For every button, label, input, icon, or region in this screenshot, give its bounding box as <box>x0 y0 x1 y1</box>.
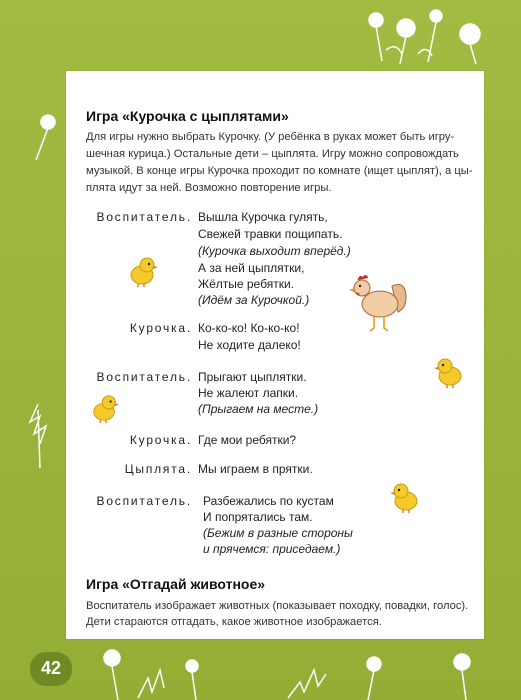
page-number: 42 <box>40 658 62 678</box>
speaker-label: Цыплята. <box>124 462 192 476</box>
dandelion-icon <box>30 112 64 162</box>
stage-direction: (Прыгаем на месте.) <box>198 402 319 416</box>
hen-icon <box>348 270 410 334</box>
speaker-label: Воспитатель. <box>96 370 192 384</box>
chick-icon <box>90 393 120 423</box>
stage-direction: и прячемся: приседаем.) <box>203 542 341 556</box>
verse-line: Не ходите далеко! <box>198 338 301 352</box>
game1-intro-line: шечная курица.) Остальные дети – цыплята. Игру можно сопровождать <box>86 148 459 160</box>
game1-title: Игра «Курочка с цыплятами» <box>86 108 289 124</box>
verse-line: А за ней цыплятки, <box>198 261 305 275</box>
game2-title: Игра «Отгадай животное» <box>86 576 266 592</box>
speaker-label: Курочка. <box>129 321 192 335</box>
verse-line: Прыгают цыплятки. <box>198 370 307 384</box>
speaker-label: Курочка. <box>129 433 192 447</box>
stage-direction: (Бежим в разные стороны <box>203 526 353 540</box>
dandelion-icon <box>88 648 488 700</box>
chick-icon <box>433 356 465 388</box>
game2-intro-line: Воспитатель изображает животных (показывает походку, повадки, голос). <box>86 600 469 612</box>
game1-intro-line: музыкой. В конце игры Курочка проходит по комнате (ищет цыплят), а цы- <box>86 165 473 177</box>
dandelion-icon <box>18 400 58 470</box>
stage-direction: (Курочка выходит вперёд.) <box>198 244 351 258</box>
dandelion-icon <box>358 6 488 66</box>
verse-line: Жёлтые ребятки. <box>198 277 294 291</box>
verse-line: Вышла Курочка гулять, <box>198 210 328 224</box>
verse-line: Разбежались по кустам <box>203 494 334 508</box>
verse-line: Не жалеют лапки. <box>198 386 299 400</box>
stage-direction: (Идём за Курочкой.) <box>198 293 310 307</box>
verse-line: Свежей травки пощипать. <box>198 227 343 241</box>
verse-line: И попрятались там. <box>203 510 313 524</box>
game2-intro-line: Дети стараются отгадать, какое животное изображается. <box>86 616 382 628</box>
verse-line: Мы играем в прятки. <box>198 462 313 476</box>
game1-intro-line: плята идут за ней. Возможно повторение игры. <box>86 182 332 194</box>
verse-line: Где мои ребятки? <box>198 433 297 447</box>
speaker-label: Воспитатель. <box>96 494 192 508</box>
chick-icon <box>389 481 421 513</box>
chick-icon <box>127 255 159 287</box>
speaker-label: Воспитатель. <box>96 210 192 224</box>
game1-intro-line: Для игры нужно выбрать Курочку. (У ребёнка в руках может быть игру- <box>86 131 455 143</box>
verse-line: Ко-ко-ко! Ко-ко-ко! <box>198 321 300 335</box>
